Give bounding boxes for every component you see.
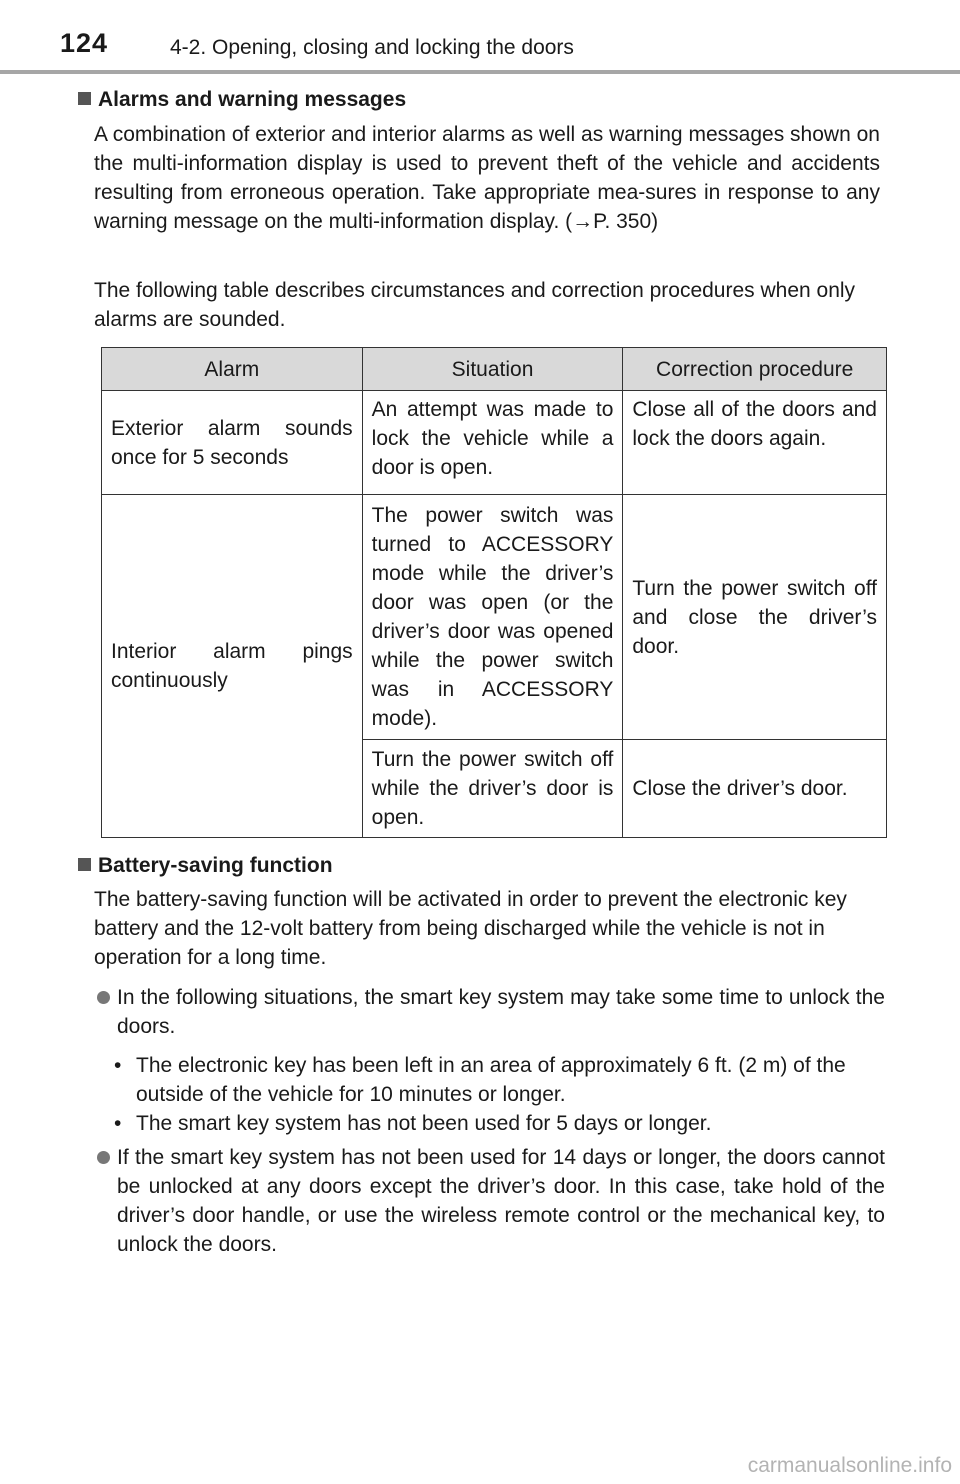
situation-cell: An attempt was made to lock the vehicle while a door is open. — [362, 391, 623, 495]
circle-bullet-icon — [97, 1151, 110, 1164]
header-situation: Situation — [362, 348, 623, 391]
sub-item-text: The smart key system has not been used for 5 days or longer. — [136, 1112, 712, 1135]
sub-list-item — [114, 1109, 884, 1138]
battery-intro-paragraph: The battery-saving function will be activated in order to prevent the electronic key battery and the 12-volt battery from being discharged while the vehicle is not in operation for a long time. — [94, 888, 847, 969]
alarm-cell: Exterior alarm sounds once for 5 seconds — [102, 391, 363, 495]
bullet-item — [97, 1143, 885, 1259]
sub-item-text: The electronic key has been left in an area of approximately 6 ft. (2 m) of the outside of the vehicle for 10 minutes or longer. — [136, 1054, 846, 1106]
square-bullet-icon — [78, 92, 91, 105]
circle-bullet-icon — [97, 991, 110, 1004]
table-row — [102, 495, 887, 740]
battery-heading-text: Battery-saving function — [98, 854, 333, 877]
bullet-text: If the smart key system has not been used for 14 days or longer, the doors cannot be unlocked at any doors except the driver’s door. In this case, take hold of the driver’s door handle, or use the wireless remote control or the mechanical key, to unlock the doors. — [117, 1146, 885, 1256]
section-title: 4-2. Opening, closing and locking the doors — [170, 36, 574, 59]
correction-cell: Close the driver’s door. — [623, 740, 887, 838]
bullet-item — [97, 983, 885, 1041]
table-row — [102, 391, 887, 495]
alarms-intro-paragraph: A combination of exterior and interior alarms as well as warning messages shown on the multi-information display is used to prevent theft of the vehicle and accidents resulting from erroneous operation. Take appropriate mea-sures in response to any warning message on the multi-information display. (→P. 350) — [94, 123, 880, 233]
watermark: carmanualsonline.info — [747, 1454, 952, 1477]
alarms-heading-text: Alarms and warning messages — [98, 88, 407, 111]
correction-cell: Close all of the doors and lock the doors again. — [623, 391, 887, 495]
correction-cell: Turn the power switch off and close the driver’s door. — [623, 495, 887, 740]
alarms-heading — [78, 85, 406, 114]
dot-bullet-icon: • — [114, 1054, 122, 1077]
square-bullet-icon — [78, 858, 91, 871]
alarm-cell: Interior alarm pings continuously — [102, 495, 363, 838]
table-header-row — [102, 348, 887, 391]
bullet-text: In the following situations, the smart key system may take some time to unlock the doors. — [117, 986, 885, 1038]
battery-heading — [78, 851, 333, 880]
header-alarm: Alarm — [102, 348, 363, 391]
page-number: 124 — [60, 28, 109, 58]
situation-cell: Turn the power switch off while the driver’s door is open. — [362, 740, 623, 838]
header-divider — [0, 70, 960, 74]
sub-list-item — [114, 1051, 884, 1109]
alarm-table — [101, 347, 887, 838]
header-correction: Correction procedure — [623, 348, 887, 391]
alarms-table-intro-paragraph: The following table describes circumstances and correction procedures when only alarms are sounded. — [94, 279, 856, 331]
dot-bullet-icon: • — [114, 1112, 122, 1135]
page-header — [0, 0, 960, 76]
situation-cell: The power switch was turned to ACCESSORY mode while the driver’s door was open (or the driver’s door was opened while the power switch was in ACCESSORY mode). — [362, 495, 623, 740]
